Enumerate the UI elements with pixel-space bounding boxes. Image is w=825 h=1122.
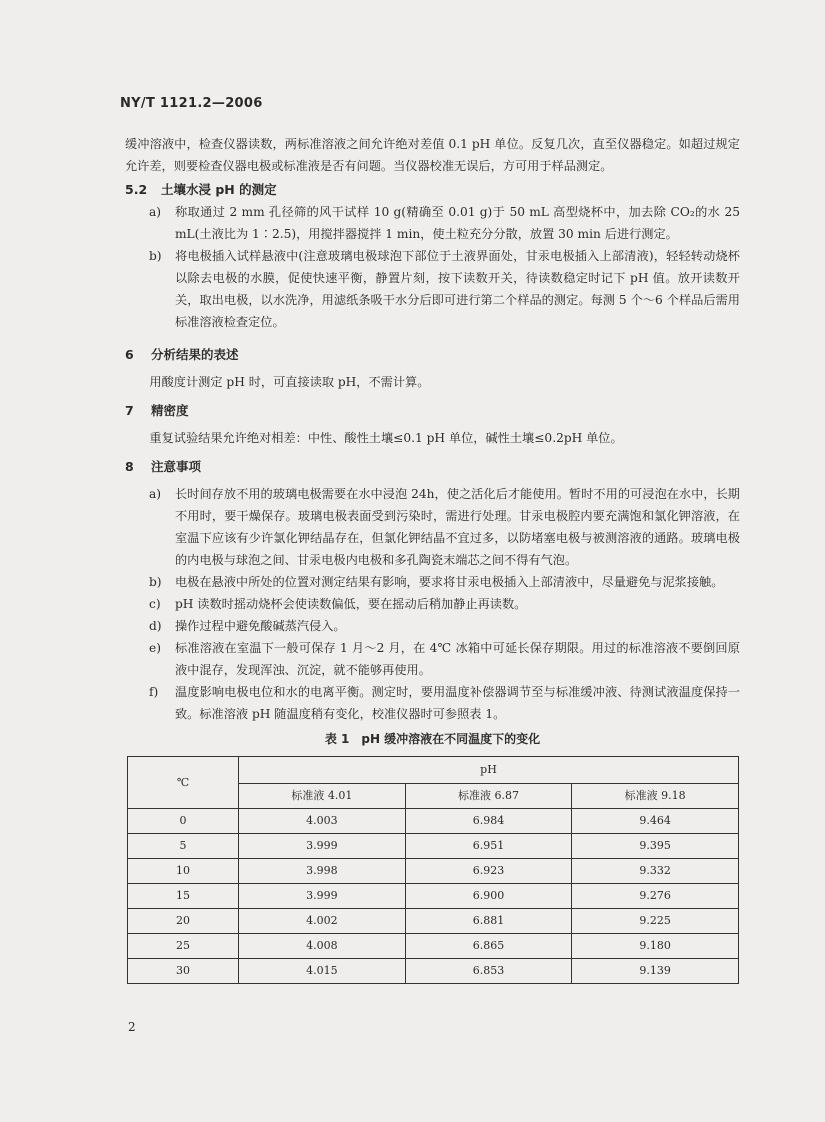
- list-item: [149, 245, 740, 333]
- table-cell: 6.984: [405, 809, 572, 834]
- item-text: 长时间存放不用的玻璃电极需要在水中浸泡 24h，使之活化后才能使用。暂时不用的可浸泡在水中，长期不用时，要干燥保存。玻璃电极表面受到污染时，需进行处理。甘汞电极腔内要充满饱和氯化钾溶液，在室温下应该有少许氯化钾结晶存在，但氯化钾结晶不宜过多，以防堵塞电极与被测溶液的通路。玻璃电极的内电极与球泡之间、甘汞电极内电极和多孔陶瓷末端芯之间不得有气泡。: [175, 487, 740, 567]
- table-cell: 20: [128, 909, 239, 934]
- item-marker: e): [149, 641, 161, 655]
- section-8-heading: [125, 456, 740, 478]
- item-marker: d): [149, 619, 162, 633]
- table-cell: 3.998: [239, 859, 406, 884]
- table-cell: 9.464: [572, 809, 739, 834]
- section-title: 注意事项: [151, 459, 202, 474]
- column-header: 标准液 4.01: [239, 784, 406, 809]
- table-cell: 4.003: [239, 809, 406, 834]
- section-7-text: 重复试验结果允许绝对相差：中性、酸性土壤≤0.1 pH 单位，碱性土壤≤0.2pH 单位。: [149, 431, 623, 445]
- table-cell: 9.139: [572, 959, 739, 984]
- table-title: 表 1 pH 缓冲溶液在不同温度下的变化: [324, 732, 541, 746]
- table-cell: 6.865: [405, 934, 572, 959]
- section-8-list: [149, 483, 740, 725]
- item-marker: a): [149, 205, 162, 219]
- table-cell: 4.008: [239, 934, 406, 959]
- section-title: 分析结果的表述: [151, 347, 239, 362]
- item-marker: c): [149, 597, 161, 611]
- table-cell: 9.332: [572, 859, 739, 884]
- item-marker: a): [149, 487, 162, 501]
- section-7-heading: [125, 400, 740, 422]
- list-item: [149, 571, 740, 593]
- list-item: [149, 483, 740, 571]
- table-cell: 5: [128, 834, 239, 859]
- item-marker: b): [149, 249, 162, 263]
- table-row: [128, 834, 739, 859]
- item-text: 操作过程中避免酸碱蒸汽侵入。: [175, 619, 346, 633]
- table-cell: 30: [128, 959, 239, 984]
- page-number: 2: [128, 1020, 136, 1034]
- section-5-2-list: [149, 201, 740, 333]
- item-marker: b): [149, 575, 162, 589]
- item-marker: f): [149, 685, 159, 699]
- list-item: [149, 615, 740, 637]
- table-cell: 9.395: [572, 834, 739, 859]
- table-cell: 9.225: [572, 909, 739, 934]
- table-row: [128, 959, 739, 984]
- table-cell: 3.999: [239, 884, 406, 909]
- section-title: 精密度: [151, 403, 189, 418]
- section-title: 土壤水浸 pH 的测定: [161, 182, 277, 197]
- item-text: pH 读数时摇动烧杯会使读数偏低，要在摇动后稍加静止再读数。: [175, 597, 527, 611]
- section-number: 6: [125, 347, 134, 362]
- table-row: [128, 809, 739, 834]
- list-item: [149, 681, 740, 725]
- table-cell: 4.015: [239, 959, 406, 984]
- table-cell: 6.923: [405, 859, 572, 884]
- ph-buffer-table: [127, 756, 739, 984]
- section-number: 7: [125, 403, 134, 418]
- item-text: 标准溶液在室温下一般可保存 1 月～2 月，在 4℃ 冰箱中可延长保存期限。用过的标准溶液不要倒回原液中混存，发现浑浊、沉淀，就不能够再使用。: [175, 641, 740, 677]
- column-header: 标准液 9.18: [572, 784, 739, 809]
- table-row: [128, 934, 739, 959]
- table-cell: 15: [128, 884, 239, 909]
- table-cell: 4.002: [239, 909, 406, 934]
- table-cell: 6.951: [405, 834, 572, 859]
- table-cell: 9.180: [572, 934, 739, 959]
- table-row: [128, 909, 739, 934]
- item-text: 电极在悬液中所处的位置对测定结果有影响，要求将甘汞电极插入上部清液中，尽量避免与泥浆接触。: [175, 575, 724, 589]
- item-text: 将电极插入试样悬液中(注意玻璃电极球泡下部位于土液界面处，甘汞电极插入上部清液)，轻轻转动烧杯以除去电极的水膜，促使快速平衡，静置片刻，按下读数开关，待读数稳定时记下 pH 值。放开读数开关，取出电极，以水洗净，用滤纸条吸干水分后即可进行第二个样品的测定。每测 5 个～6 个样品后需用标准溶液检查定位。: [175, 249, 740, 329]
- table-cell: 3.999: [239, 834, 406, 859]
- section-number: 5.2: [125, 182, 148, 197]
- table-row: [128, 859, 739, 884]
- table-cell: 6.900: [405, 884, 572, 909]
- list-item: [149, 637, 740, 681]
- table-cell: 0: [128, 809, 239, 834]
- column-header: 标准液 6.87: [405, 784, 572, 809]
- section-6-text: 用酸度计测定 pH 时，可直接读取 pH，不需计算。: [149, 375, 430, 389]
- standard-code: NY/T 1121.2—2006: [120, 96, 263, 111]
- list-item: [149, 593, 740, 615]
- page-content: [125, 133, 740, 984]
- table-row: [128, 884, 739, 909]
- intro-paragraph: 缓冲溶液中，检查仪器读数，两标准溶液之间允许绝对差值 0.1 pH 单位。反复几次，直至仪器稳定。如超过规定允许差，则要检查仪器电极或标准液是否有问题。当仪器校准无误后，方可用于样品测定。: [125, 137, 740, 173]
- item-text: 温度影响电极电位和水的电离平衡。测定时，要用温度补偿器调节至与标准缓冲液、待测试液温度保持一致。标准溶液 pH 随温度稍有变化，校准仪器时可参照表 1。: [175, 685, 740, 721]
- table-cell: 25: [128, 934, 239, 959]
- ph-header: pH: [239, 757, 739, 784]
- table-cell: 9.276: [572, 884, 739, 909]
- table-cell: 6.853: [405, 959, 572, 984]
- item-text: 称取通过 2 mm 孔径筛的风干试样 10 g(精确至 0.01 g)于 50 mL 高型烧杯中，加去除 CO₂的水 25 mL(土液比为 1∶2.5)，用搅拌器搅拌 1 min，使土粒充分分散，放置 30 min 后进行测定。: [175, 205, 740, 241]
- section-6-heading: [125, 344, 740, 366]
- temperature-header: ℃: [128, 757, 239, 809]
- section-5-2-heading: [125, 179, 740, 201]
- section-number: 8: [125, 459, 134, 474]
- list-item: [149, 201, 740, 245]
- table-cell: 10: [128, 859, 239, 884]
- table-cell: 6.881: [405, 909, 572, 934]
